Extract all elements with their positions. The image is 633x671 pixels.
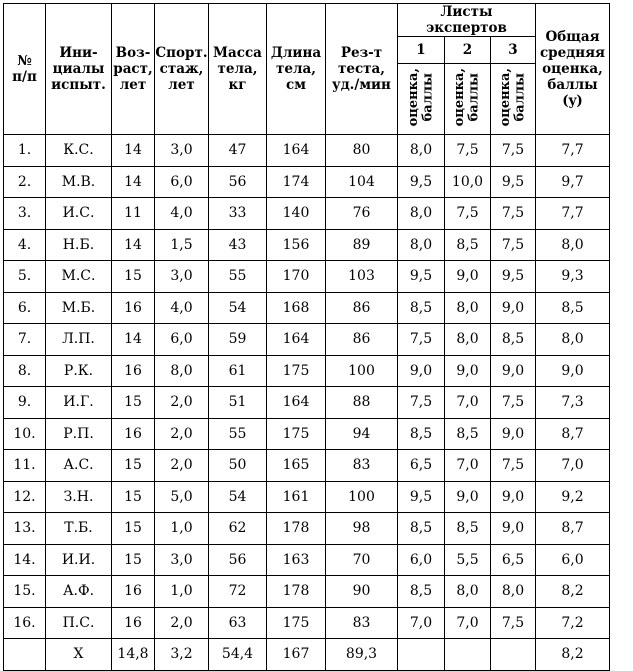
- cell-sport-experience: 3,0: [155, 544, 209, 576]
- header-expert-1: 1: [398, 37, 445, 64]
- header-expert-3: 3: [491, 37, 536, 64]
- cell-body-length: 167: [267, 639, 326, 671]
- cell-number: [4, 639, 46, 671]
- cell-body-length: 165: [267, 450, 326, 482]
- cell-body-length: 164: [267, 135, 326, 167]
- cell-test-result: 103: [326, 261, 398, 293]
- cell-body-length: 175: [267, 607, 326, 639]
- cell-number: 12.: [4, 481, 46, 513]
- data-table: [3, 3, 610, 671]
- cell-age: 16: [112, 418, 155, 450]
- header-age: Воз- раст, лет: [112, 4, 155, 135]
- cell-overall-score: 8,0: [536, 324, 610, 356]
- cell-body-length: 170: [267, 261, 326, 293]
- cell-body-length: 161: [267, 481, 326, 513]
- cell-test-result: 89,3: [326, 639, 398, 671]
- cell-expert-1-score: 9,5: [398, 166, 445, 198]
- cell-body-mass: 56: [209, 166, 267, 198]
- cell-sport-experience: 2,0: [155, 418, 209, 450]
- table-row: [4, 324, 610, 356]
- cell-test-result: 94: [326, 418, 398, 450]
- cell-sport-experience: 4,0: [155, 198, 209, 230]
- cell-body-mass: 33: [209, 198, 267, 230]
- header-body-length: Длина тела, см: [267, 4, 326, 135]
- cell-body-length: 164: [267, 324, 326, 356]
- cell-sport-experience: 1,5: [155, 229, 209, 261]
- cell-expert-1-score: 9,5: [398, 481, 445, 513]
- cell-body-length: 163: [267, 544, 326, 576]
- cell-test-result: 80: [326, 135, 398, 167]
- cell-sport-experience: 4,0: [155, 292, 209, 324]
- header-sport-experience: Спорт. стаж, лет: [155, 4, 209, 135]
- cell-overall-score: 9,0: [536, 355, 610, 387]
- cell-body-mass: 62: [209, 513, 267, 545]
- cell-expert-2-score: 7,0: [445, 450, 491, 482]
- cell-age: 15: [112, 481, 155, 513]
- cell-expert-2-score: 7,0: [445, 387, 491, 419]
- cell-initials: З.Н.: [46, 481, 112, 513]
- cell-age: 14: [112, 135, 155, 167]
- cell-body-mass: 54: [209, 481, 267, 513]
- cell-body-mass: 43: [209, 229, 267, 261]
- table-row: [4, 292, 610, 324]
- cell-expert-1-score: 8,5: [398, 418, 445, 450]
- cell-sport-experience: 6,0: [155, 166, 209, 198]
- cell-sport-experience: 3,0: [155, 261, 209, 293]
- header-overall-score: Общая средняя оценка, баллы (y): [536, 4, 610, 135]
- cell-expert-1-score: 6,0: [398, 544, 445, 576]
- cell-body-length: 178: [267, 576, 326, 608]
- cell-number: 14.: [4, 544, 46, 576]
- cell-age: 16: [112, 576, 155, 608]
- cell-expert-3-score: 9,0: [491, 418, 536, 450]
- table-row: [4, 135, 610, 167]
- cell-initials: П.С.: [46, 607, 112, 639]
- cell-number: 11.: [4, 450, 46, 482]
- header-test-result: Рез-т теста, уд./мин: [326, 4, 398, 135]
- cell-body-length: 178: [267, 513, 326, 545]
- cell-number: 8.: [4, 355, 46, 387]
- cell-expert-2-score: 8,5: [445, 418, 491, 450]
- cell-age: 16: [112, 292, 155, 324]
- header-expert-2-score: [445, 64, 491, 135]
- score-label: оценка, баллы: [452, 68, 482, 127]
- table-row: [4, 166, 610, 198]
- cell-expert-1-score: 9,0: [398, 355, 445, 387]
- cell-expert-1-score: [398, 639, 445, 671]
- cell-expert-1-score: 8,5: [398, 576, 445, 608]
- cell-body-length: 156: [267, 229, 326, 261]
- cell-number: 9.: [4, 387, 46, 419]
- cell-expert-3-score: 9,5: [491, 166, 536, 198]
- table-row: [4, 355, 610, 387]
- cell-body-mass: 63: [209, 607, 267, 639]
- cell-expert-2-score: 8,0: [445, 324, 491, 356]
- cell-expert-1-score: 8,0: [398, 229, 445, 261]
- cell-body-mass: 55: [209, 418, 267, 450]
- table-row: [4, 544, 610, 576]
- cell-number: 4.: [4, 229, 46, 261]
- cell-sport-experience: 3,0: [155, 135, 209, 167]
- cell-overall-score: 8,7: [536, 418, 610, 450]
- score-label: оценка, баллы: [405, 68, 435, 127]
- cell-test-result: 83: [326, 450, 398, 482]
- cell-expert-3-score: [491, 639, 536, 671]
- cell-initials: X: [46, 639, 112, 671]
- cell-expert-1-score: 8,5: [398, 513, 445, 545]
- cell-number: 2.: [4, 166, 46, 198]
- cell-test-result: 88: [326, 387, 398, 419]
- header-body-mass: Масса тела, кг: [209, 4, 267, 135]
- cell-expert-2-score: 5,5: [445, 544, 491, 576]
- cell-age: 16: [112, 607, 155, 639]
- cell-body-mass: 47: [209, 135, 267, 167]
- cell-number: 1.: [4, 135, 46, 167]
- cell-overall-score: 9,2: [536, 481, 610, 513]
- cell-initials: И.Г.: [46, 387, 112, 419]
- cell-age: 14: [112, 324, 155, 356]
- table-row: [4, 229, 610, 261]
- cell-overall-score: 8,5: [536, 292, 610, 324]
- cell-body-length: 140: [267, 198, 326, 230]
- cell-expert-2-score: 7,0: [445, 607, 491, 639]
- cell-overall-score: 7,0: [536, 450, 610, 482]
- cell-test-result: 90: [326, 576, 398, 608]
- cell-test-result: 70: [326, 544, 398, 576]
- cell-body-mass: 54,4: [209, 639, 267, 671]
- cell-initials: И.С.: [46, 198, 112, 230]
- cell-overall-score: 9,7: [536, 166, 610, 198]
- header-initials: Ини- циалы испыт.: [46, 4, 112, 135]
- table-row: [4, 607, 610, 639]
- cell-number: 7.: [4, 324, 46, 356]
- cell-expert-3-score: 7,5: [491, 607, 536, 639]
- cell-expert-3-score: 9,0: [491, 513, 536, 545]
- cell-age: 15: [112, 513, 155, 545]
- cell-test-result: 100: [326, 481, 398, 513]
- table-row: [4, 261, 610, 293]
- cell-test-result: 100: [326, 355, 398, 387]
- cell-number: 13.: [4, 513, 46, 545]
- header-expert-sheets: Листы экспертов: [398, 4, 536, 37]
- cell-sport-experience: 1,0: [155, 513, 209, 545]
- cell-initials: К.С.: [46, 135, 112, 167]
- cell-overall-score: 8,2: [536, 576, 610, 608]
- cell-sport-experience: 6,0: [155, 324, 209, 356]
- cell-expert-1-score: 8,5: [398, 292, 445, 324]
- cell-age: 15: [112, 387, 155, 419]
- cell-expert-1-score: 7,5: [398, 324, 445, 356]
- cell-body-length: 175: [267, 355, 326, 387]
- table-row: [4, 481, 610, 513]
- cell-expert-2-score: 7,5: [445, 135, 491, 167]
- cell-initials: А.Ф.: [46, 576, 112, 608]
- cell-body-length: 175: [267, 418, 326, 450]
- cell-body-length: 164: [267, 387, 326, 419]
- cell-initials: Р.П.: [46, 418, 112, 450]
- cell-age: 15: [112, 450, 155, 482]
- table-row: [4, 576, 610, 608]
- cell-age: 16: [112, 355, 155, 387]
- cell-body-length: 168: [267, 292, 326, 324]
- cell-expert-3-score: 8,5: [491, 324, 536, 356]
- cell-number: 16.: [4, 607, 46, 639]
- cell-expert-3-score: 6,5: [491, 544, 536, 576]
- cell-expert-1-score: 7,0: [398, 607, 445, 639]
- cell-expert-3-score: 7,5: [491, 387, 536, 419]
- cell-age: 14,8: [112, 639, 155, 671]
- cell-expert-2-score: 8,5: [445, 229, 491, 261]
- cell-initials: М.Б.: [46, 292, 112, 324]
- cell-initials: Л.П.: [46, 324, 112, 356]
- cell-number: 6.: [4, 292, 46, 324]
- cell-expert-2-score: 10,0: [445, 166, 491, 198]
- cell-sport-experience: 3,2: [155, 639, 209, 671]
- cell-body-mass: 54: [209, 292, 267, 324]
- cell-body-mass: 51: [209, 387, 267, 419]
- cell-expert-2-score: 9,0: [445, 481, 491, 513]
- cell-expert-2-score: 8,0: [445, 292, 491, 324]
- cell-initials: И.И.: [46, 544, 112, 576]
- cell-overall-score: 6,0: [536, 544, 610, 576]
- cell-expert-3-score: 9,5: [491, 261, 536, 293]
- cell-number: 15.: [4, 576, 46, 608]
- cell-initials: Н.Б.: [46, 229, 112, 261]
- cell-expert-3-score: 8,0: [491, 576, 536, 608]
- header-expert-3-score: [491, 64, 536, 135]
- cell-body-mass: 56: [209, 544, 267, 576]
- cell-body-mass: 59: [209, 324, 267, 356]
- cell-overall-score: 9,3: [536, 261, 610, 293]
- cell-test-result: 98: [326, 513, 398, 545]
- cell-expert-2-score: 8,5: [445, 513, 491, 545]
- cell-test-result: 89: [326, 229, 398, 261]
- cell-expert-2-score: 8,0: [445, 576, 491, 608]
- cell-expert-3-score: 9,0: [491, 481, 536, 513]
- cell-body-mass: 72: [209, 576, 267, 608]
- cell-test-result: 86: [326, 324, 398, 356]
- cell-age: 14: [112, 229, 155, 261]
- cell-overall-score: 8,2: [536, 639, 610, 671]
- header-expert-2: 2: [445, 37, 491, 64]
- cell-overall-score: 7,3: [536, 387, 610, 419]
- cell-test-result: 83: [326, 607, 398, 639]
- cell-body-length: 174: [267, 166, 326, 198]
- cell-overall-score: 8,0: [536, 229, 610, 261]
- cell-number: 10.: [4, 418, 46, 450]
- table-row: [4, 450, 610, 482]
- cell-expert-3-score: 7,5: [491, 135, 536, 167]
- cell-number: 3.: [4, 198, 46, 230]
- cell-expert-3-score: 9,0: [491, 292, 536, 324]
- cell-expert-1-score: 8,0: [398, 198, 445, 230]
- cell-sport-experience: 5,0: [155, 481, 209, 513]
- cell-initials: А.С.: [46, 450, 112, 482]
- cell-sport-experience: 8,0: [155, 355, 209, 387]
- cell-test-result: 76: [326, 198, 398, 230]
- cell-body-mass: 61: [209, 355, 267, 387]
- header-number: № п/п: [4, 4, 46, 135]
- cell-expert-1-score: 8,0: [398, 135, 445, 167]
- cell-initials: Т.Б.: [46, 513, 112, 545]
- cell-overall-score: 7,2: [536, 607, 610, 639]
- cell-sport-experience: 1,0: [155, 576, 209, 608]
- table-row-mean: [4, 639, 610, 671]
- cell-expert-3-score: 9,0: [491, 355, 536, 387]
- cell-age: 15: [112, 544, 155, 576]
- cell-sport-experience: 2,0: [155, 607, 209, 639]
- cell-age: 15: [112, 261, 155, 293]
- table-wrapper: [3, 3, 610, 671]
- cell-expert-3-score: 7,5: [491, 198, 536, 230]
- table-row: [4, 198, 610, 230]
- header-expert-1-score: [398, 64, 445, 135]
- cell-initials: М.С.: [46, 261, 112, 293]
- cell-sport-experience: 2,0: [155, 387, 209, 419]
- cell-test-result: 104: [326, 166, 398, 198]
- cell-overall-score: 8,7: [536, 513, 610, 545]
- cell-body-mass: 55: [209, 261, 267, 293]
- cell-overall-score: 7,7: [536, 198, 610, 230]
- cell-expert-1-score: 6,5: [398, 450, 445, 482]
- cell-body-mass: 50: [209, 450, 267, 482]
- cell-age: 11: [112, 198, 155, 230]
- cell-number: 5.: [4, 261, 46, 293]
- cell-overall-score: 7,7: [536, 135, 610, 167]
- cell-age: 14: [112, 166, 155, 198]
- table-body: [4, 135, 610, 671]
- cell-expert-1-score: 7,5: [398, 387, 445, 419]
- cell-test-result: 86: [326, 292, 398, 324]
- table-row: [4, 387, 610, 419]
- cell-expert-2-score: [445, 639, 491, 671]
- cell-expert-3-score: 7,5: [491, 229, 536, 261]
- cell-initials: Р.К.: [46, 355, 112, 387]
- score-label: оценка, баллы: [497, 68, 527, 127]
- cell-expert-2-score: 7,5: [445, 198, 491, 230]
- cell-expert-3-score: 7,5: [491, 450, 536, 482]
- cell-expert-2-score: 9,0: [445, 261, 491, 293]
- table-row: [4, 513, 610, 545]
- cell-expert-1-score: 9,5: [398, 261, 445, 293]
- cell-initials: М.В.: [46, 166, 112, 198]
- cell-expert-2-score: 9,0: [445, 355, 491, 387]
- table-row: [4, 418, 610, 450]
- cell-sport-experience: 2,0: [155, 450, 209, 482]
